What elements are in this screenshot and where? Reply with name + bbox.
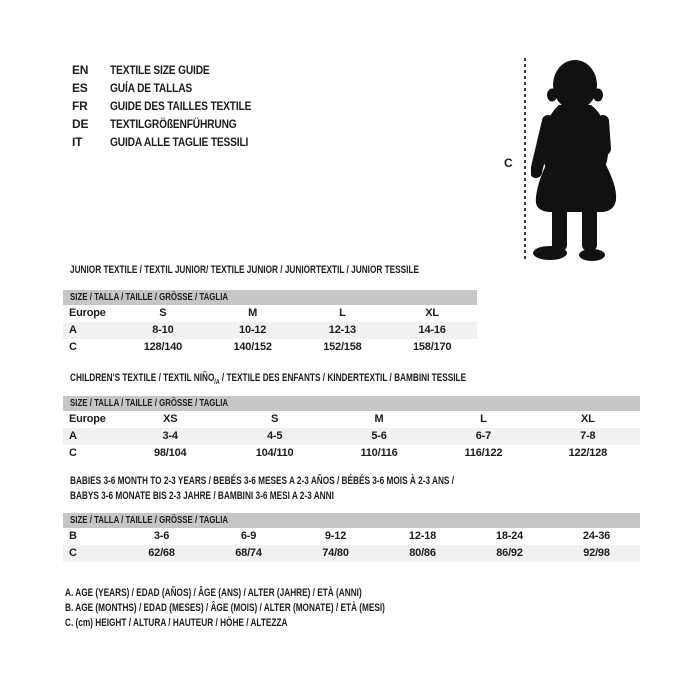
size-value: 6-7	[475, 430, 492, 442]
language-row	[72, 115, 276, 133]
language-code: FR	[72, 99, 88, 113]
size-value: L	[480, 413, 487, 425]
size-value: 116/122	[464, 447, 503, 459]
section-title-subscript: /A	[214, 379, 220, 387]
size-value: 92/98	[583, 547, 610, 559]
size-header-label: SIZE / TALLA / TAILLE / GRÖSSE / TAGLIA	[70, 514, 229, 526]
language-code: IT	[72, 135, 83, 149]
size-value: S	[271, 413, 279, 425]
table-row	[63, 305, 477, 322]
row-label: Europe	[69, 413, 106, 425]
language-code: ES	[72, 81, 88, 95]
footnote-line: A. AGE (YEARS) / EDAD (AÑOS) / ÂGE (ANS) / ALTER (JAHRE) / ETÀ (ANNI)	[65, 587, 362, 599]
size-value: 122/128	[568, 447, 608, 459]
row-label: B	[69, 530, 77, 542]
table-row	[63, 322, 477, 339]
size-value: 74/80	[322, 547, 349, 559]
size-value: XS	[163, 413, 178, 425]
size-value: S	[159, 307, 167, 319]
children-size-table	[63, 396, 640, 462]
size-value: 18-24	[495, 530, 524, 542]
section-title-children	[70, 371, 466, 390]
size-header-bar	[63, 290, 477, 305]
size-value: 80/86	[409, 547, 436, 559]
language-label: GUIDA ALLE TAGLIE TESSILI	[110, 135, 249, 149]
baby-silhouette	[531, 55, 623, 265]
size-value: 3-4	[162, 430, 178, 442]
section-title-text: / TEXTILE DES ENFANTS / KINDERTEXTIL / BAMBINI TESSILE	[219, 372, 467, 384]
size-value: 86/92	[496, 547, 523, 559]
junior-size-table	[63, 290, 477, 356]
size-value: 5-6	[371, 430, 387, 442]
size-value: 128/140	[143, 341, 183, 353]
language-title-list	[72, 61, 276, 151]
row-label: C	[69, 341, 77, 353]
footnote-line: C. (cm) HEIGHT / ALTURA / HAUTEUR / HÖHE / ALTEZZA	[65, 617, 288, 629]
language-label: GUÍA DE TALLAS	[110, 81, 193, 95]
size-header-label: SIZE / TALLA / TAILLE / GRÖSSE / TAGLIA	[70, 291, 229, 303]
table-row	[63, 428, 640, 445]
section-title-text: CHILDREN'S TEXTILE / TEXTIL NIÑO	[70, 372, 215, 384]
size-value: 3-6	[153, 530, 170, 542]
table-row	[63, 445, 640, 462]
size-value: M	[248, 307, 258, 319]
footnotes	[65, 586, 385, 631]
size-header-bar	[63, 396, 640, 411]
babies-size-table	[63, 513, 640, 562]
size-value: 10-12	[239, 324, 267, 336]
size-value: XL	[581, 413, 595, 425]
row-label: Europe	[69, 307, 106, 319]
language-row	[72, 79, 276, 97]
size-value: 8-10	[152, 324, 174, 336]
section-title-babies	[70, 474, 454, 504]
size-value: 6-9	[240, 530, 257, 542]
row-label: C	[69, 447, 77, 459]
size-value: 7-8	[580, 430, 596, 442]
size-value: 98/104	[153, 447, 187, 459]
language-row	[72, 61, 276, 79]
language-code: DE	[72, 117, 89, 131]
size-value: 104/110	[255, 447, 294, 459]
size-value: 68/74	[235, 547, 262, 559]
size-value: 140/152	[233, 341, 272, 353]
row-label: C	[69, 547, 77, 559]
size-value: M	[374, 413, 384, 425]
section-title-junior: JUNIOR TEXTILE / TEXTIL JUNIOR/ TEXTILE JUNIOR / JUNIORTEXTIL / JUNIOR TESSILE	[70, 264, 419, 276]
row-label: A	[69, 324, 77, 336]
size-value: 4-5	[266, 430, 283, 442]
size-value: 9-12	[324, 530, 347, 542]
language-label: GUIDE DES TAILLES TEXTILE	[110, 99, 252, 113]
language-row	[72, 133, 276, 151]
size-value: 12-13	[328, 324, 356, 336]
size-value: 62/68	[148, 547, 175, 559]
table-row	[63, 411, 640, 428]
section-title-line: BABYS 3-6 MONATE BIS 2-3 JAHRE / BAMBINI 3-6 MESI A 2-3 ANNI	[70, 490, 334, 502]
size-value: 158/170	[412, 341, 452, 353]
size-header-bar	[63, 513, 640, 528]
size-value: XL	[425, 307, 439, 319]
size-value: 14-16	[418, 324, 446, 336]
table-row	[63, 545, 640, 562]
size-value: 152/158	[323, 341, 362, 353]
size-header-label: SIZE / TALLA / TAILLE / GRÖSSE / TAGLIA	[70, 397, 229, 409]
height-dashed-line	[524, 58, 526, 260]
language-code: EN	[72, 63, 89, 77]
size-value: 110/116	[360, 447, 398, 459]
section-title-line: BABIES 3-6 MONTH TO 2-3 YEARS / BEBÉS 3-6 MESES A 2-3 AÑOS / BÉBÉS 3-6 MOIS À 2-3 ANS /	[70, 475, 455, 487]
table-row	[63, 528, 640, 545]
size-value: 12-18	[408, 530, 437, 542]
row-label: A	[69, 430, 77, 442]
language-label: TEXTILGRÖßENFÜHRUNG	[110, 117, 237, 131]
language-row	[72, 97, 276, 115]
footnote-line: B. AGE (MONTHS) / EDAD (MESES) / ÂGE (MOIS) / ALTER (MONATE) / ETÀ (MESI)	[65, 602, 385, 614]
size-value: 24-36	[582, 530, 611, 542]
language-label: TEXTILE SIZE GUIDE	[110, 63, 210, 77]
table-row	[63, 339, 477, 356]
size-value: L	[339, 307, 346, 319]
height-measure-label: C	[504, 156, 513, 170]
